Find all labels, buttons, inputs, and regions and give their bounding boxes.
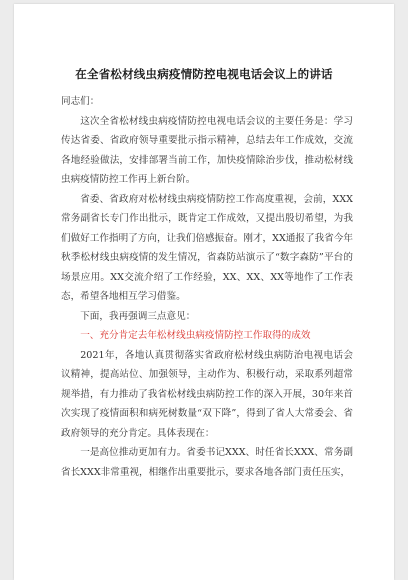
paragraph: 一是高位推动更加有力。省委书记XXX、时任省长XXX、常务副省长XXX非常重视，相继作出重要批示，要求各地各部门责任压实， — [61, 447, 353, 478]
salutation: 同志们： — [61, 96, 100, 107]
section-heading: 一、充分肯定去年松材线虫病疫情防控工作取得的成效 — [80, 330, 311, 341]
document-title: 在全省松材线虫病疫情防控电视电话会议上的讲话 — [75, 67, 333, 81]
document-body — [61, 92, 353, 482]
paragraph: 下面，我再强调三点意见： — [80, 310, 196, 322]
paragraph: 2021年，各地认真贯彻落实省政府松材线虫病防治电视电话会议精神，提高站位、加强领导，主动作为、积极行动，采取系列超常规举措，有力推动了我省松材线虫病防控工作的深入开展，30年来首次实现了疫情面积和病死树数量“双下降”，得到了省人大常委会、省政府领导的充分肯定。具体表现在： — [61, 349, 353, 439]
document-page — [14, 4, 394, 580]
paragraph: 这次全省松材线虫病疫情防控电视电话会议的主要任务是：学习传达省委、省政府领导重要批示指示精神，总结去年工作成效，交流各地经验做法，安排部署当前工作，加快疫情除治步伐，推动松材线虫病疫情防控工作再上新台阶。 — [61, 115, 353, 185]
paragraph: 省委、省政府对松材线虫病疫情防控工作高度重视，会前，XXX常务副省长专门作出批示，既肯定工作成效，又提出殷切希望，为我们做好工作指明了方向，让我们倍感振奋。刚才，XX通报了我省今年秋季松材线虫病疫情的发生情况，省森防站演示了“数字森防”平台的场景应用。XX交流介绍了工作经验，XX、XX、XX等地作了工作表态，希望各地相互学习借鉴。 — [61, 193, 353, 302]
